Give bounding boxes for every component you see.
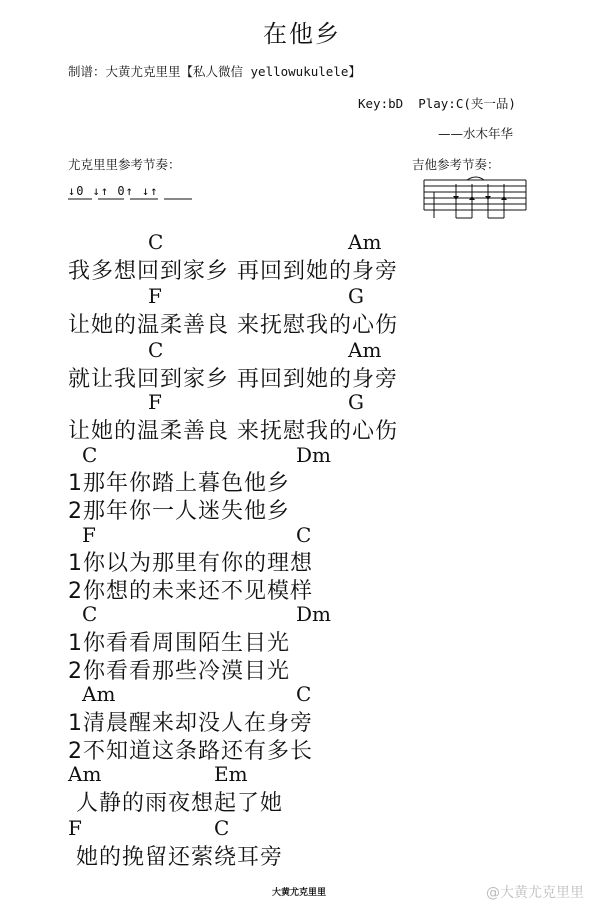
chord: C (296, 682, 312, 706)
chord: F (68, 816, 82, 840)
chord: C (82, 443, 98, 467)
lyric-line: 她的挽留还萦绕耳旁 (68, 845, 283, 870)
credit-line: 制谱：大黄尤克里里【私人微信 yellowukulele】 (68, 64, 361, 79)
chord: G (348, 390, 364, 414)
chord: C (296, 523, 312, 547)
chord: Dm (296, 443, 331, 467)
chord: Am (68, 762, 102, 786)
chord: F (82, 523, 96, 547)
chord: F (148, 284, 162, 308)
lyric-line: 让她的温柔善良 来抚慰我的心伤 (68, 419, 398, 444)
lyric-line: 2不知道这条路还有多长 (68, 739, 313, 764)
guitar-rhythm-tab (420, 172, 530, 224)
lyric-line: 2那年你一人迷失他乡 (68, 499, 290, 524)
uke-rhythm-pattern: ↓0 ↓↑ 0↑ ↓↑ (68, 184, 159, 198)
chord: Am (82, 682, 116, 706)
lyric-line: 1你以为那里有你的理想 (68, 551, 313, 576)
uke-rhythm-underline (66, 197, 196, 203)
chord: Am (348, 338, 382, 362)
lyric-line: 让她的温柔善良 来抚慰我的心伤 (68, 313, 398, 338)
lyric-line: 1清晨醒来却没人在身旁 (68, 711, 313, 736)
chord: C (148, 338, 164, 362)
lyric-line: 2你看看那些冷漠目光 (68, 659, 290, 684)
chord: F (148, 390, 162, 414)
key-info: Key:bD Play:C(夹一品) (358, 96, 516, 111)
guitar-rhythm-label: 吉他参考节奏： (412, 157, 500, 172)
chord: C (148, 230, 164, 254)
chord: Am (348, 230, 382, 254)
uke-rhythm-label: 尤克里里参考节奏： (68, 157, 181, 172)
chord: C (82, 602, 98, 626)
chord: G (348, 284, 364, 308)
watermark: @大黄尤克里里 (486, 885, 584, 901)
lyric-line: 1你看看周围陌生目光 (68, 631, 290, 656)
chord: C (214, 816, 230, 840)
chord: Dm (296, 602, 331, 626)
chord: Em (214, 762, 248, 786)
song-title: 在他乡 (263, 20, 341, 48)
lyric-line: 就让我回到家乡 再回到她的身旁 (68, 367, 398, 392)
lyric-line: 人静的雨夜想起了她 (68, 791, 283, 816)
author: ——水木年华 (438, 126, 514, 141)
footer-brand: 大黄尤克里里 (272, 888, 327, 898)
lyric-line: 1那年你踏上暮色他乡 (68, 471, 290, 496)
lyric-line: 2你想的未来还不见模样 (68, 579, 313, 604)
lyric-line: 我多想回到家乡 再回到她的身旁 (68, 259, 398, 284)
